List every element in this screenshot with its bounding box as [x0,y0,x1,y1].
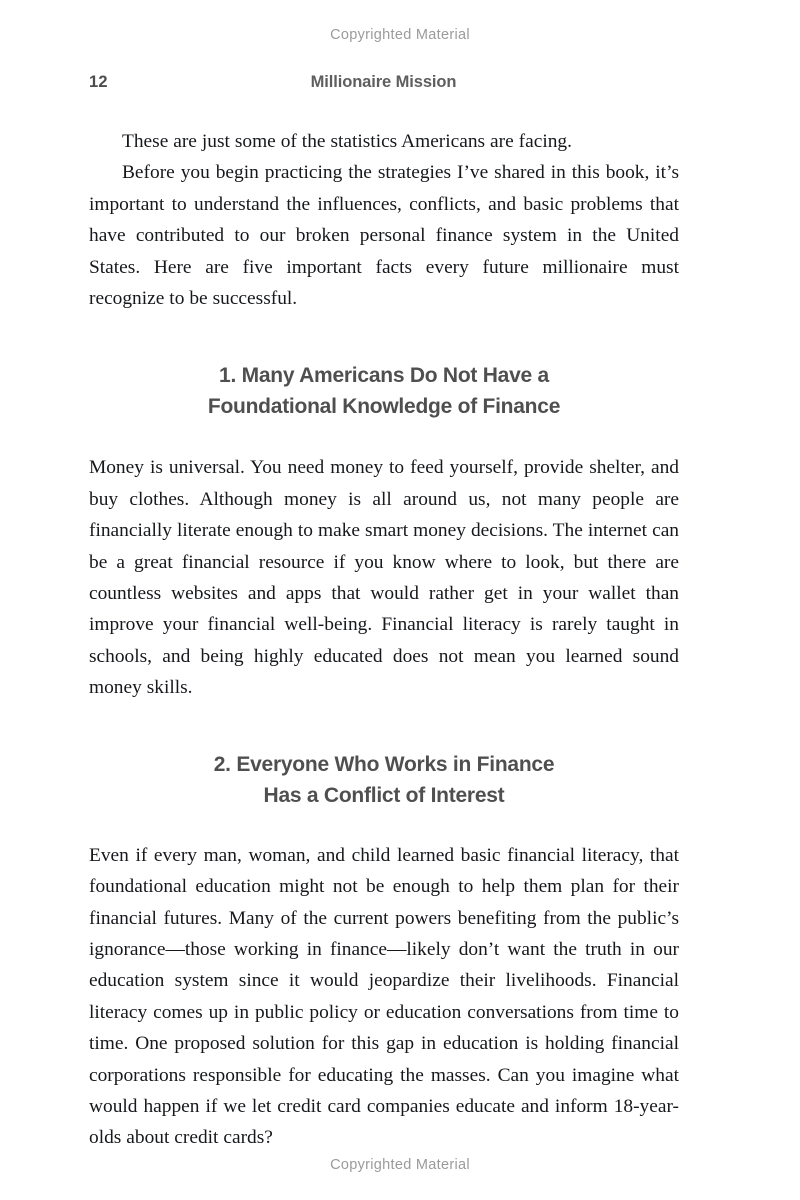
section-heading-1-line-2: Foundational Knowledge of Finance [207,395,561,419]
paragraph-money-is-universal: Money is universal. You need money to feed yourself, provide shelter, and buy clothes. Although money is all around us, not many people are financially literate enough to make smart money decisions. The internet can be a great financial resource if you know where to look, but there are countless websites and apps that would rather get in your wallet than improve your financial well-being. Financial literacy is rarely taught in schools, and being highly educated does not mean you learned sound money skills. [89,457,679,699]
paragraph-even-if-every-man: Even if every man, woman, and child learned basic financial literacy, that foundational education might not be enough to help them plan for their financial futures. Many of the current powers benefiting from the public’s ignorance—those working in finance—likely don’t want the truth in our education system since it would jeopardize their livelihoods. Financial literacy comes up in public policy or education conversations from time to time. One proposed solution for this gap in education is holding financial corporations responsible for educating the masses. Can you imagine what would happen if we let credit card companies educate and inform 18-year-olds about credit cards? [89,844,679,1149]
section-heading-1 [89,360,679,422]
running-head [89,73,678,97]
paragraph-intro-statistics: These are just some of the statistics Americans are facing. [122,131,572,152]
copyright-watermark-top: Copyrighted Material [330,27,470,43]
section-heading-2 [89,749,679,811]
spacer-after-heading-2 [89,811,679,840]
spacer-before-heading-1 [89,314,679,360]
spacer-before-heading-2 [89,704,679,749]
book-title: Millionaire Mission [310,73,457,91]
section-heading-2-line-1: 2. Everyone Who Works in Finance [213,752,555,776]
page-number: 12 [89,73,108,91]
section-heading-2-line-2: Has a Conflict of Interest [263,783,505,807]
spacer-after-heading-1 [89,422,679,452]
section-heading-1-line-1: 1. Many Americans Do Not Have a [219,364,549,388]
text-column [89,126,679,1154]
paragraph-before-you-begin: Before you begin practicing the strategies I’ve shared in this book, it’s important to understand the influences, conflicts, and basic problems that have contributed to our broken personal finance system in the United States. Here are five important facts every future millionaire must recognize to be successful. [89,162,679,310]
copyright-watermark-bottom: Copyrighted Material [330,1157,470,1173]
